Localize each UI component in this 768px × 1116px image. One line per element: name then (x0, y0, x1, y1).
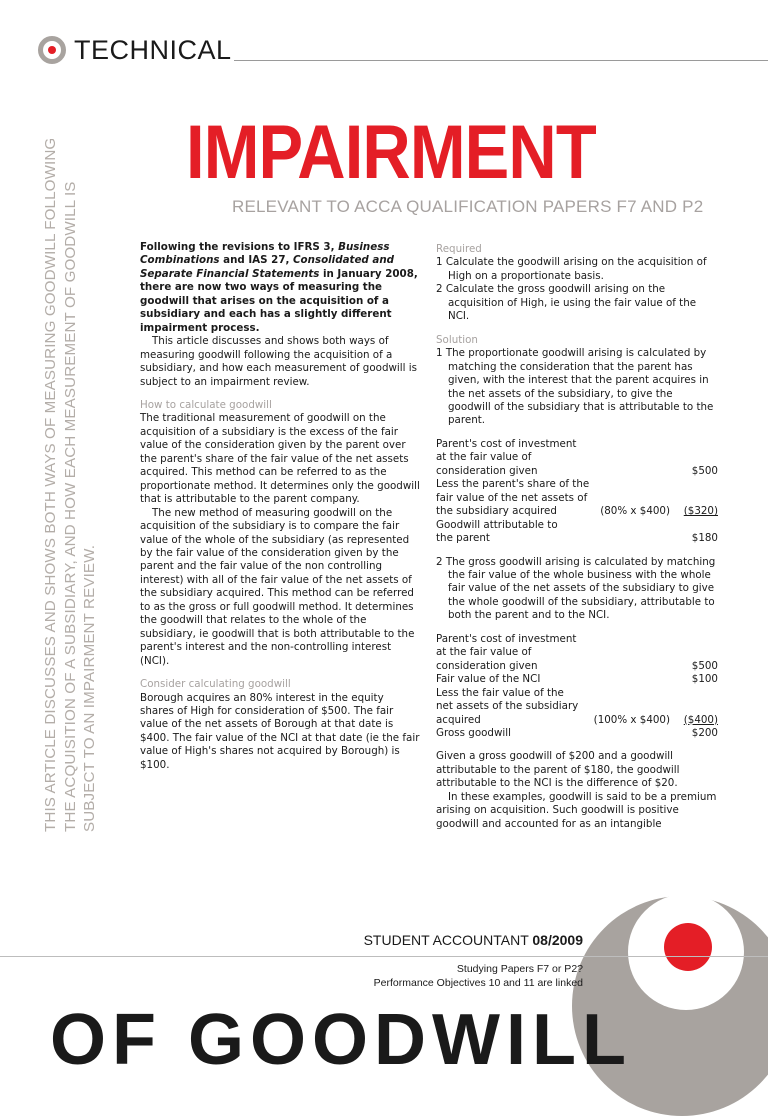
calculation-table-2: Parent's cost of investment at the fair value of consideration given $500 Fair value of the NCI $100 Less the fair value of the net assets of the subsidiary acquired (100% x $400) ($400) Gross goodwill $200 (436, 632, 718, 739)
calc-value: $500 (691, 464, 718, 477)
page-header (38, 34, 768, 68)
calc-value: ($400) (683, 713, 718, 726)
section-logo-icon (38, 36, 66, 64)
body-paragraph: Borough acquires an 80% interest in the equity shares of High for consideration of $500. The fair value of the net assets of Borough at that date is $400. The fair value of the NCI at that date (ie the fair value of High's shares not acquired by Borough) is $100. (140, 691, 420, 771)
calc-value: $500 (691, 659, 718, 672)
section-label: TECHNICAL (74, 35, 232, 65)
required-item: 2 Calculate the gross goodwill arising on the acquisition of High, ie using the fair value of the NCI. (436, 283, 697, 323)
magazine-name: STUDENT ACCOUNTANT 08/2009 (363, 932, 583, 948)
cut-off-heading: OF GOODWILL (50, 1000, 632, 1080)
section-heading: Consider calculating goodwill (140, 678, 291, 691)
lead-paragraph: Following the revisions to IFRS 3, Business Combinations and IAS 27, Consolidated and Separate Financial Statements in January 2008, there are now two ways of measuring the goodwill that arises on the acquisition of a subsidiary and each has a slightly different impairment process. (140, 241, 418, 334)
required-item: 1 Calculate the goodwill arising on the acquisition of High on a proportionate basis. (436, 256, 707, 282)
section-heading: How to calculate goodwill (140, 398, 272, 411)
solution-heading: Solution (436, 333, 478, 346)
article-title: IMPAIRMENT (186, 110, 596, 195)
calc-value: $200 (691, 726, 718, 739)
study-question: Studying Papers F7 or P2? (456, 963, 583, 975)
performance-note: Performance Objectives 10 and 11 are linked (373, 977, 583, 989)
article-column-1 (140, 241, 420, 772)
article-column-2 (436, 243, 718, 831)
solution-item: 2 The gross goodwill arising is calculated by matching the fair value of the whole business with the whole fair value of the net assets of the subsidiary to give the whole goodwill of the subsidiary, attributable to both the parent and to the NCI. (436, 555, 716, 622)
body-paragraph: Given a gross goodwill of $200 and a goodwill attributable to the parent of $180, the goodwill attributable to the NCI is the difference of $20. (436, 750, 680, 790)
article-subtitle: RELEVANT TO ACCA QUALIFICATION PAPERS F7 AND P2 (232, 197, 704, 216)
calc-value: $100 (691, 673, 718, 686)
sidebar-summary: THIS ARTICLE DISCUSSES AND SHOWS BOTH WAYS OF MEASURING GOODWILL FOLLOWING THE ACQUISITION OF A SUBSIDIARY, AND HOW EACH MEASUREMENT OF GOODWILL IS SUBJECT TO AN IMPAIRMENT REVIEW. (42, 137, 98, 832)
solution-item: 1 The proportionate goodwill arising is calculated by matching the consideration that the parent has given, with the interest that the parent acquires in the net assets of the subsidiary, to give the goodwill of the subsidiary that is attributable to the parent. (436, 347, 714, 427)
decorative-red-dot (664, 923, 712, 971)
calc-value: ($320) (683, 505, 718, 518)
body-paragraph: The new method of measuring goodwill on the acquisition of the subsidiary is to compare the fair value of the whole of the subsidiary (as represented by the fair value of the consideration given by the parent and the fair value of the non controlling interest) with all of the fair value of the net assets of the subsidiary acquired. This method can be referred to as the gross or full goodwill method. It determines the goodwill that relates to the whole of the subsidiary, ie goodwill that is both attributable to the parent's interest and the non-controlling interest (NCI). (140, 506, 415, 667)
calc-value: $180 (691, 532, 718, 545)
body-paragraph: The traditional measurement of goodwill on the acquisition of a subsidiary is the excess of the fair value of the consideration given by the parent over the parent's share of the fair value of the net assets acquired. This method can be referred to as the proportionate method. It determines only the goodwill that is attributable to the parent company. (140, 412, 420, 506)
header-rule (234, 60, 768, 61)
footer-rule (0, 956, 768, 957)
required-heading: Required (436, 243, 482, 255)
intro-paragraph: This article discusses and shows both ways of measuring goodwill following the acquisition of a subsidiary, and how each measurement of goodwill is subject to an impairment review. (140, 335, 417, 388)
calculation-table-1: Parent's cost of investment at the fair value of consideration given $500 Less the parent's share of the fair value of the net assets of the subsidiary acquired (80% x $400) ($320) Goodwill attributable to the parent $180 (436, 437, 718, 545)
body-paragraph: In these examples, goodwill is said to be a premium arising on acquisition. Such goodwill is positive goodwill and accounted for as an intangible (436, 790, 717, 830)
